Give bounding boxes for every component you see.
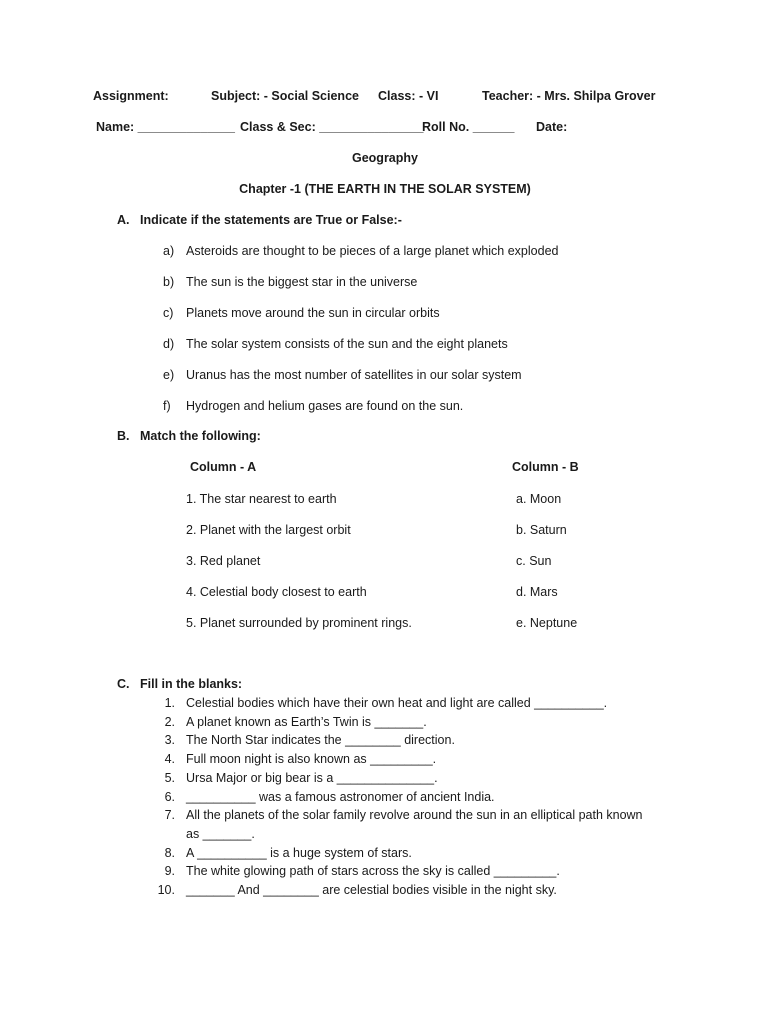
item-marker: c)	[163, 306, 174, 320]
column-b-cell: b. Saturn	[516, 523, 567, 537]
section-b-heading: Match the following:	[140, 429, 261, 443]
section-c-heading: Fill in the blanks:	[140, 677, 243, 691]
column-b-cell: a. Moon	[516, 492, 562, 506]
item-number: 9.	[164, 864, 175, 878]
item-sentence-line: __________ was a famous astronomer of ancient India.	[186, 790, 495, 804]
item-statement: Uranus has the most number of satellites in our solar system	[186, 368, 522, 382]
assignment-label: Assignment:	[93, 89, 169, 103]
item-marker: f)	[163, 399, 171, 413]
item-number: 5.	[164, 771, 175, 785]
item-number: 10.	[157, 883, 175, 897]
column-a-cell: 4. Celestial body closest to earth	[186, 585, 367, 599]
item-sentence-line: A planet known as Earth’s Twin is _______.	[186, 715, 427, 729]
item-sentence-line: The North Star indicates the ________ direction.	[186, 733, 455, 747]
item-sentence-line: as _______.	[186, 827, 255, 841]
column-b-header: Column - B	[512, 460, 579, 474]
item-number: 3.	[164, 733, 175, 747]
item-sentence-line: All the planets of the solar family revolve around the sun in an elliptical path known	[186, 808, 643, 822]
item-number: 4.	[164, 752, 175, 766]
section-a-heading: Indicate if the statements are True or False:-	[140, 213, 402, 227]
item-statement: The sun is the biggest star in the universe	[186, 275, 418, 289]
section-a-letter: A.	[117, 213, 130, 227]
item-sentence-line: _______ And ________ are celestial bodies visible in the night sky.	[186, 883, 557, 897]
column-a-cell: 2. Planet with the largest orbit	[186, 523, 351, 537]
item-marker: a)	[163, 244, 175, 258]
section-c-letter: C.	[117, 677, 130, 691]
item-number: 7.	[164, 808, 175, 822]
column-b-cell: e. Neptune	[516, 616, 578, 630]
roll-no-field: Roll No. ______	[422, 120, 515, 134]
item-statement: Hydrogen and helium gases are found on the sun.	[186, 399, 464, 413]
item-sentence-line: Ursa Major or big bear is a ______________.	[186, 771, 438, 785]
chapter-title: Chapter -1 (THE EARTH IN THE SOLAR SYSTEM)	[239, 182, 531, 196]
subject-label: Subject: - Social Science	[211, 89, 359, 103]
item-marker: b)	[163, 275, 175, 289]
name-field: Name: ______________	[96, 120, 236, 134]
column-a-header: Column - A	[190, 460, 257, 474]
subject-title: Geography	[352, 151, 418, 165]
item-statement: Planets move around the sun in circular orbits	[186, 306, 440, 320]
item-statement: Asteroids are thought to be pieces of a large planet which exploded	[186, 244, 559, 258]
item-sentence-line: A __________ is a huge system of stars.	[186, 846, 412, 860]
column-a-cell: 5. Planet surrounded by prominent rings.	[186, 616, 412, 630]
column-b-cell: d. Mars	[516, 585, 558, 599]
item-sentence-line: Celestial bodies which have their own heat and light are called __________.	[186, 696, 608, 710]
class-sec-field: Class & Sec: _______________	[240, 120, 424, 134]
item-number: 6.	[164, 790, 175, 804]
item-number: 1.	[164, 696, 175, 710]
column-a-cell: 1. The star nearest to earth	[186, 492, 337, 506]
column-b-cell: c. Sun	[516, 554, 552, 568]
item-statement: The solar system consists of the sun and the eight planets	[186, 337, 508, 351]
item-sentence-line: Full moon night is also known as _________.	[186, 752, 437, 766]
column-a-cell: 3. Red planet	[186, 554, 261, 568]
item-number: 2.	[164, 715, 175, 729]
item-sentence-line: The white glowing path of stars across the sky is called _________.	[186, 864, 560, 878]
date-field: Date:	[536, 120, 568, 134]
item-marker: d)	[163, 337, 175, 351]
item-marker: e)	[163, 368, 175, 382]
item-number: 8.	[164, 846, 175, 860]
teacher-label: Teacher: - Mrs. Shilpa Grover	[482, 89, 656, 103]
section-b-letter: B.	[117, 429, 130, 443]
class-label: Class: - VI	[378, 89, 439, 103]
